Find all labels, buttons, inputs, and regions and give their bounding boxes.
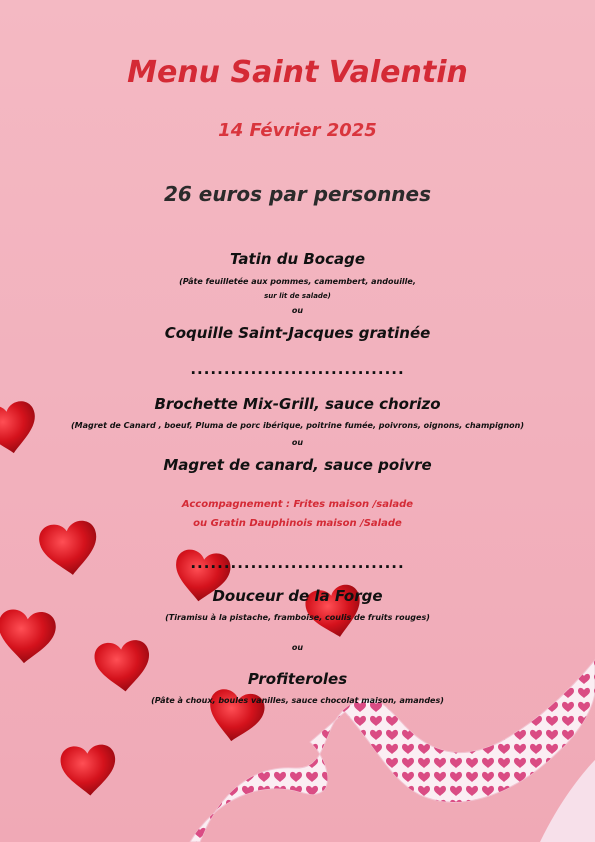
side-dish-line-2: ou Gratin Dauphinois maison /Salade — [193, 518, 402, 529]
dessert-2-description: (Pâte à choux, boules vanilles, sauce chocolat maison, amandes) — [151, 696, 444, 705]
main-2-name: Magret de canard, sauce poivre — [163, 456, 432, 474]
or-label: ou — [291, 306, 304, 315]
menu-price: 26 euros par personnes — [163, 182, 432, 206]
section-separator: ................................ — [190, 360, 405, 378]
or-label: ou — [291, 643, 304, 652]
starter-2-name: Coquille Saint-Jacques gratinée — [164, 324, 431, 342]
side-dish-line-1: Accompagnement : Frites maison /salade — [181, 499, 414, 510]
starter-1-name: Tatin du Bocage — [229, 250, 366, 268]
dessert-1-name: Douceur de la Forge — [212, 587, 383, 605]
heart-icon — [60, 744, 118, 798]
starter-1-description: (Pâte feuilletée aux pommes, camembert, andouille, — [179, 277, 416, 286]
main-1-description: (Magret de Canard , boeuf, Pluma de porc ibérique, poitrine fumée, poivrons, oignons, champignon) — [70, 421, 525, 430]
section-separator: ................................ — [190, 554, 405, 572]
menu-title: Menu Saint Valentin — [127, 55, 468, 90]
dessert-1-description: (Tiramisu à la pistache, framboise, coulis de fruits rouges) — [165, 613, 430, 622]
or-label: ou — [291, 438, 304, 447]
starter-1-description-line2: sur lit de salade) — [264, 292, 331, 300]
dessert-2-name: Profiteroles — [247, 670, 348, 688]
menu-date: 14 Février 2025 — [218, 120, 377, 141]
main-1-name: Brochette Mix-Grill, sauce chorizo — [154, 395, 441, 413]
